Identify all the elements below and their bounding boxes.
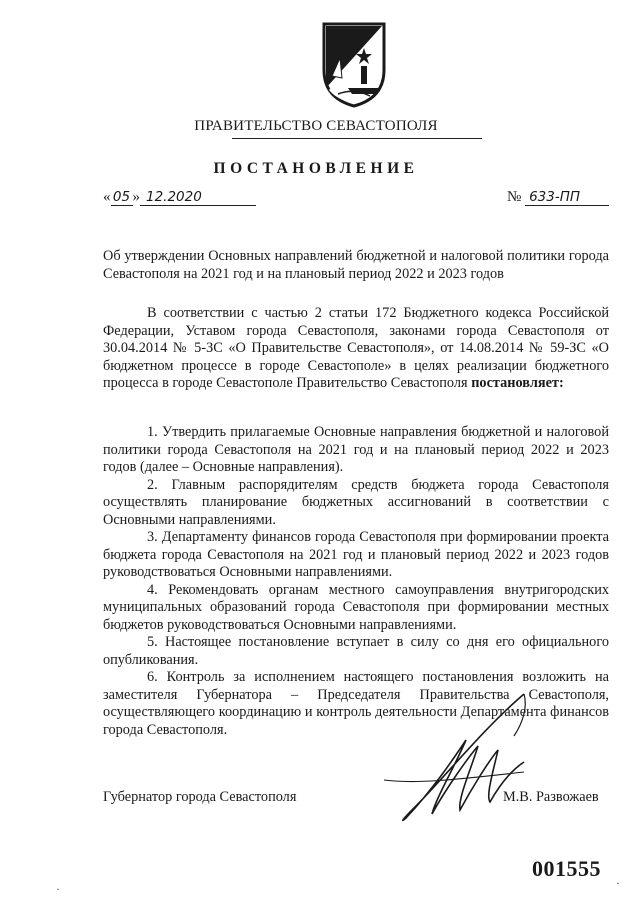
date-quote-open: « [103, 189, 111, 205]
preamble-text: В соответствии с частью 2 статьи 172 Бюджетного кодекса Российской Федерации, Уставом города Севастополя, законами города Севастополя от 30.04.2014 № 5-ЗС «О Правительстве Севастополя», от 14.08.2014 № 59-ЗС «О бюджетном процессе в городе Севастополе» в целях реализации бюджетного процесса в городе Севастополе Правительство Севастополя [103, 305, 609, 391]
document-type-heading: ПОСТАНОВЛЕНИЕ [213, 160, 419, 177]
document-date [103, 189, 256, 206]
preamble-bold: постановляет [471, 375, 559, 391]
document-number [507, 189, 609, 206]
handwritten-signature-icon [374, 688, 564, 838]
signatory-name: М.В. Развожаев [503, 789, 599, 805]
preamble-colon: : [558, 375, 564, 391]
resolution-item: 3. Департаменту финансов города Севастополя при формировании проекта бюджета города Севастополя на 2021 год и плановый период 2022 и 2023 годов руководствоваться Основными направлениями. [103, 529, 609, 580]
preamble [103, 305, 609, 393]
resolution-item: 1. Утвердить прилагаемые Основные направления бюджетной и налоговой политики города Севастополя на 2021 год и на плановый период 2022 и 2023 годов (далее – Основные направления). [103, 424, 609, 475]
date-quote-close: » [132, 189, 140, 205]
number-sign: № [507, 189, 522, 205]
number-value: 633-ПП [525, 189, 609, 206]
scan-dot: · [616, 876, 620, 890]
organization-underline [232, 138, 482, 139]
document-serial-number: 001555 [532, 856, 601, 881]
organization-name: ПРАВИТЕЛЬСТВО СЕВАСТОПОЛЯ [194, 118, 438, 134]
signatory-position: Губернатор города Севастополя [103, 789, 297, 805]
coat-of-arms-icon [318, 18, 390, 110]
document-title: Об утверждении Основных направлений бюджетной и налоговой политики города Севастополя на 2021 год и на плановый период 2022 и 2023 годов [103, 248, 609, 282]
preamble-paragraph [103, 305, 609, 393]
date-day: 05 [111, 189, 133, 206]
date-month-year: 12.2020 [140, 189, 256, 206]
resolution-item: 6. Контроль за исполнением настоящего постановления возложить на заместителя Губернатора – Председателя Правительства Севастополя, осуществляющего координацию и контроль деятельности Департамента финансов города Севастополя. [103, 669, 609, 738]
resolution-item: 5. Настоящее постановление вступает в силу со дня его официального опубликования. [103, 634, 609, 668]
resolution-item: 2. Главным распорядителям средств бюджета города Севастополя осуществлять планирование бюджетных ассигнований в соответствии с Основными направлениями. [103, 476, 609, 528]
resolution-item: 4. Рекомендовать органам местного самоуправления внутригородских муниципальных образований города Севастополя при формировании местных бюджетов руководствоваться Основными направлениями. [103, 581, 609, 633]
scan-dot: · [56, 882, 60, 896]
